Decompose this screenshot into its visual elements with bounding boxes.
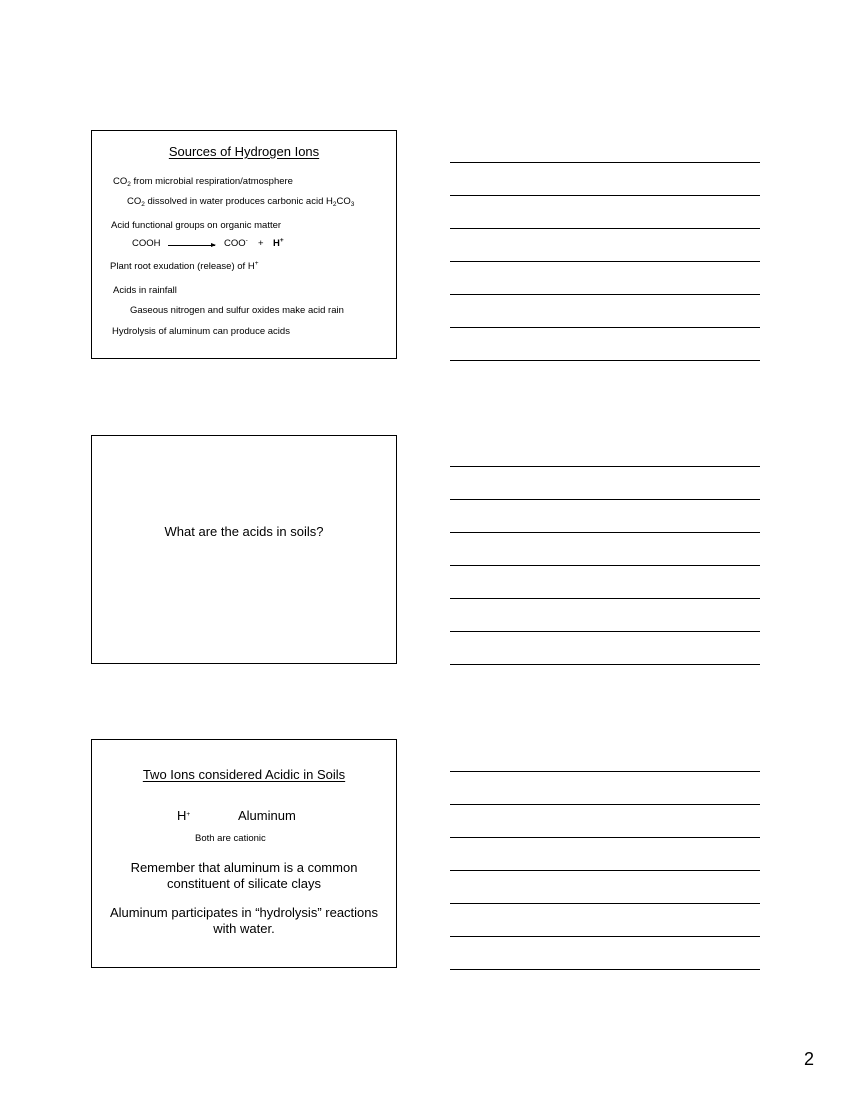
hydrogen-ion-label: H+	[273, 237, 284, 249]
note-line	[450, 598, 760, 599]
aluminum-label: Aluminum	[238, 808, 296, 823]
slide-title: Sources of Hydrogen Ions	[168, 144, 320, 159]
note-line	[450, 466, 760, 467]
note-line	[450, 162, 760, 163]
both-cationic-note: Both are cationic	[195, 833, 266, 844]
note-line	[450, 969, 760, 970]
note-line	[450, 870, 760, 871]
coo-label: COO-	[224, 237, 248, 249]
hydrolysis-line: Hydrolysis of aluminum can produce acids	[112, 326, 290, 337]
note-line	[450, 327, 760, 328]
note-line	[450, 936, 760, 937]
note-line	[450, 261, 760, 262]
acids-rainfall-line: Acids in rainfall	[113, 285, 177, 296]
note-line	[450, 228, 760, 229]
note-line	[450, 837, 760, 838]
co2-source-line: $CO_2$ from microbial respiration/atmosphere	[113, 176, 293, 188]
note-line	[450, 771, 760, 772]
note-line	[450, 532, 760, 533]
note-line	[450, 360, 760, 361]
note-line	[450, 294, 760, 295]
aluminum-hydrolysis-text: Aluminum participates in “hydrolysis” reactions with water.	[109, 905, 379, 936]
remember-aluminum-text: Remember that aluminum is a common constituent of silicate clays	[130, 860, 358, 891]
plus-sign: +	[258, 238, 264, 249]
hydrogen-ion-label: H+	[177, 808, 191, 823]
note-line	[450, 664, 760, 665]
note-line	[450, 499, 760, 500]
slide-question: What are the acids in soils?	[164, 524, 324, 539]
gaseous-oxides-line: Gaseous nitrogen and sulfur oxides make acid rain	[130, 305, 344, 316]
slide-sources-of-hydrogen-ions	[91, 130, 397, 359]
slide-acids-in-soils	[91, 435, 397, 664]
slide-title: Two Ions considered Acidic in Soils	[142, 767, 346, 782]
acid-groups-line: Acid functional groups on organic matter	[111, 220, 282, 231]
cooh-label: COOH	[132, 238, 161, 249]
note-line	[450, 903, 760, 904]
co2-dissolved-line: $CO_2$ dissolved in water produces carbonic acid $H_2CO_3$	[127, 196, 355, 208]
root-exudation-line: Plant root exudation (release) of H+	[110, 260, 259, 272]
reaction-arrow-icon	[168, 245, 215, 246]
note-line	[450, 631, 760, 632]
note-line	[450, 565, 760, 566]
slide-two-ions-acidic	[91, 739, 397, 968]
note-line	[450, 195, 760, 196]
page-number: 2	[803, 1049, 814, 1069]
note-line	[450, 804, 760, 805]
